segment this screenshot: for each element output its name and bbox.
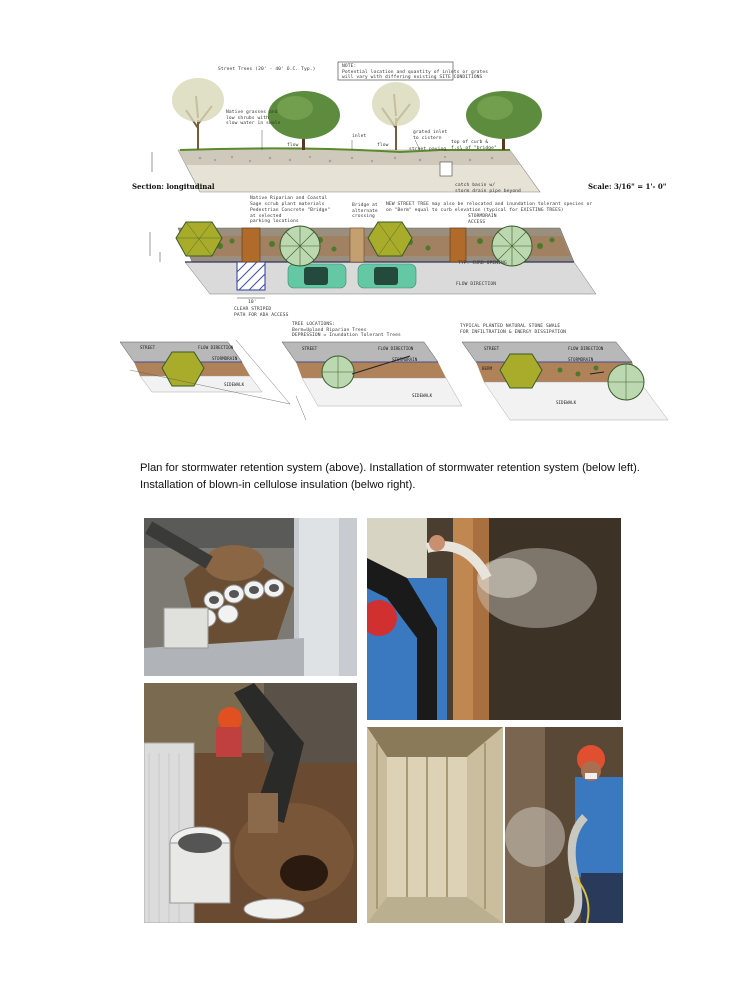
car-1 — [288, 264, 346, 288]
label-clear-striped: CLEAR STRIPED PATH FOR ADA ACCESS — [234, 307, 289, 318]
photo-cellulose-spray-wall — [367, 518, 621, 720]
label-top-of-curb: top of curb & f.s. of "bridge" — [451, 140, 497, 151]
plan-tree-hex-2 — [368, 222, 412, 256]
small-plan-1-stormdrain: STORMDRAIN — [212, 356, 238, 361]
small-plan-3-street: STREET — [484, 346, 500, 351]
scale-label: Scale: 3/16" = 1'- 0" — [588, 182, 667, 191]
small-plan-3-berm: BERM — [482, 366, 493, 371]
label-dim: 10' — [248, 300, 257, 305]
figure-caption — [140, 460, 700, 494]
label-inlet: inlet — [352, 134, 367, 139]
drawing-note: NOTE: Potential location and quantity of inlets or grates will vary with differing existing SITE CONDITIONS — [342, 64, 489, 81]
label-street-paving: street paving — [409, 147, 447, 152]
label-native-plants: Native Riparian and Coastal Sage scrub plant materials — [250, 196, 328, 207]
label-stormdrain-access: STORMDRAIN ACCESS — [468, 214, 497, 225]
longitudinal-section — [0, 0, 750, 200]
small-plan-2-title: TREE LOCATIONS: Berm=Upland Riparian Trees DEPRESSION = Inundation Tolerant Trees — [292, 322, 401, 339]
tree-dry-1 — [172, 78, 224, 150]
small-plan-1-street: STREET — [140, 345, 156, 350]
label-flow-direction: FLOW DIRECTION — [456, 282, 497, 287]
small-plan-2 — [282, 342, 462, 420]
plan-tree-round-2 — [492, 226, 532, 266]
small-plan-2-flow: FLOW DIRECTION — [378, 346, 414, 351]
label-curb-opening: TYP. CURB OPENING — [458, 261, 507, 266]
label-flow-1: flow — [287, 143, 299, 148]
caption-line-1: Plan for stormwater retention system (above). Installation of stormwater retention system (below left). — [140, 462, 640, 474]
label-pedestrian-bridge: Pedestrian Concrete "Bridge" at selected parking locations — [250, 208, 331, 225]
photo-stormwater-pipes — [144, 518, 357, 676]
label-grated-inlet: grated inlet to cistern — [413, 130, 448, 141]
label-new-street-tree: NEW STREET TREE may also be relocated and inundation tolerant species or on "Berm" equal to curb elevation (typical for EXISTING TREES) — [386, 202, 593, 213]
small-plan-2-stormdrain: STORMDRAIN — [392, 357, 418, 362]
label-catch-basin: catch basin w/ storm drain pipe beyond — [455, 183, 521, 194]
stormwater-plan-drawing — [0, 0, 750, 440]
small-plan-2-sidewalk: SIDEWALK — [412, 393, 433, 398]
small-plan-1-flow: FLOW DIRECTION — [198, 345, 234, 350]
section-label: Section: longitudinal — [132, 182, 215, 191]
small-plan-3-stormdrain: STORMDRAIN — [568, 357, 594, 362]
photo-auger-drilling — [144, 683, 357, 923]
label-native-grasses: Native grasses and low shrubs with slow water in swale — [226, 110, 281, 127]
label-bridge-alternate: Bridge at alternate crossing — [352, 203, 378, 220]
small-plan-3-sidewalk: SIDEWALK — [556, 400, 577, 405]
label-flow-2: flow — [377, 143, 389, 148]
photo-insulated-room — [367, 727, 503, 923]
photo-worker-hose — [505, 727, 623, 923]
small-plan-1-sidewalk: SIDEWALK — [224, 382, 245, 387]
caption-line-2: Installation of blown-in cellulose insulation (belwo right). — [140, 479, 416, 491]
small-plan-3-flow: FLOW DIRECTION — [568, 346, 604, 351]
plan-tree-hex-1 — [176, 222, 222, 256]
small-plan-3-title: TYPICAL PLANTED NATURAL STONE SWALE FOR INFILTRATION & ENERGY DISSIPATION — [460, 324, 567, 335]
label-street-trees: Street Trees (20' - 40' O.C. Typ.) — [218, 67, 316, 72]
small-plan-3 — [462, 342, 668, 420]
small-plan-2-street: STREET — [302, 346, 318, 351]
plan-tree-round-1 — [280, 226, 320, 266]
car-2 — [358, 264, 416, 288]
